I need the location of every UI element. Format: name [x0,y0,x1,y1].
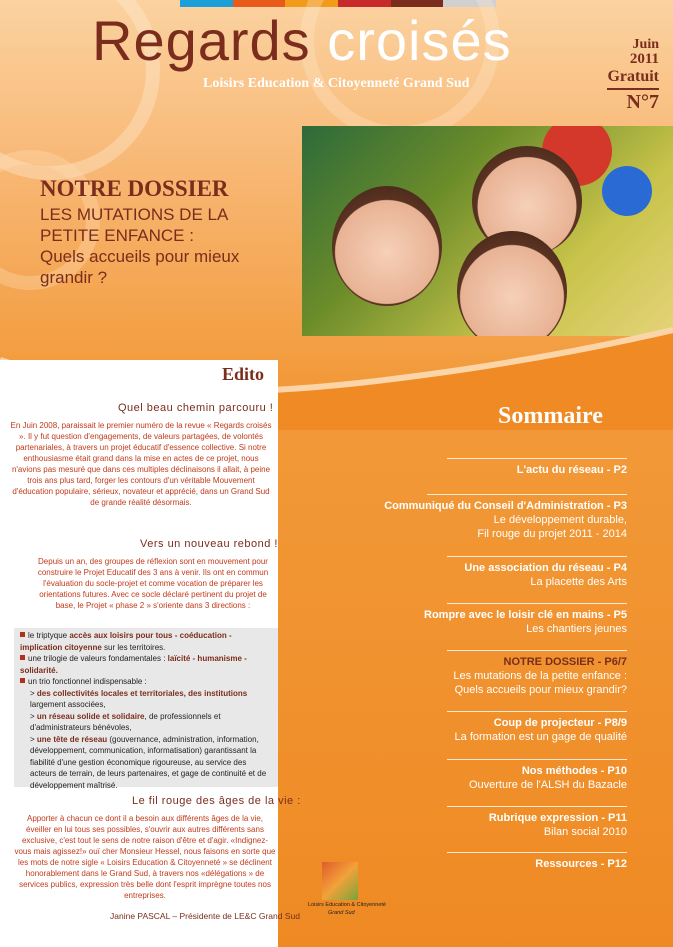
logo-emblem [322,862,358,900]
toc-title: Une association du réseau - P4 [464,562,627,574]
bullet-item: une trilogie de valeurs fondamentales : laïcité - humanisme - solidarité. [20,654,247,675]
toc-divider [447,852,627,853]
child-face [332,186,442,306]
masthead [0,0,673,126]
toc-description: Ouverture de l'ALSH du Bazacle [468,779,627,791]
toc-item[interactable] [367,603,627,636]
toc-divider [447,603,627,604]
toc-divider [427,494,627,495]
bullet-item: le triptyque accès aux loisirs pour tous - coéducation - implication citoyenne sur les territoires. [20,631,232,652]
issue-info [607,38,659,114]
cover-story-heading: NOTRE DOSSIER [40,176,229,201]
edito-section-heading: Le fil rouge des âges de la vie : [132,795,301,807]
sommaire-heading: Sommaire [498,403,603,429]
edito-heading: Edito [222,364,265,384]
cover-story-line: PETITE ENFANCE : [40,226,194,245]
toc-description: Fil rouge du projet 2011 - 2014 [477,528,627,540]
cover-story-line: grandir ? [40,268,108,287]
toc-title: Rubrique expression - P11 [488,812,627,824]
edito-section-heading: Vers un nouveau rebond ! [140,538,278,550]
publisher-name: Loisirs Education & Citoyenneté Grand Sud [203,76,470,91]
logo-text: Grand Sud [328,910,355,916]
toc-divider [447,759,627,760]
toc-divider [447,458,627,459]
toc-description: Le développement durable, [493,514,627,526]
toc-title: L'actu du réseau - P2 [516,464,627,476]
toc-divider [447,711,627,712]
issue-price: Gratuit [607,67,659,90]
toc-title: Coup de projecteur - P8/9 [493,717,627,729]
toc-item[interactable] [367,806,627,839]
issue-month: Juin [632,37,659,52]
toc-title: Ressources - P12 [535,858,627,870]
toc-description: Quels accueils pour mieux grandir? [454,684,627,696]
title-highlight: croisés [327,9,512,72]
edito-paragraph: Apporter à chacun ce dont il a besoin aux différents âges de la vie, éveiller en lui tous ses possibles, s'ouvrir aux autres différents sans exclusive, c'est tout le sens de notre raison d'être et d'agir. «Indignez-vous mais agissez!» ouï cher Monsieur Hessel, nous faisons en sorte que les mots de notre sigle « Loisirs Education & Citoyenneté » se déclinent honorablement dans le Grand Sud, à travers nos «délégations » de services publics, expression très belle dont l'esprit imprègne toutes nos entreprises. [14,814,276,900]
toy-shape [602,166,652,216]
bullet-subitem: > un réseau solide et solidaire, de professionnels et d'administrateurs bénévoles, [30,711,221,732]
toc-divider [447,806,627,807]
bullet-icon [20,632,25,637]
bullet-list [20,630,274,791]
toc-item[interactable] [367,711,627,744]
cover-story [40,176,300,288]
toc-description: La placette des Arts [530,576,627,588]
cover-story-line: LES MUTATIONS DE LA [40,205,229,224]
toc-item[interactable] [367,650,627,697]
bullet-subitem: > une tête de réseau (gouvernance, administration, information, développement, communication, informatisation) garantissant la fiabilité d'une gestion économique rigoureuse, au service des acteurs de terrain, de leurs partenaires, et gage de continuité et de développement maîtrisé. [30,734,267,790]
toc-item[interactable] [367,556,627,589]
issue-year: 2011 [629,51,659,67]
bullet-item: un trio fonctionnel indispensable : [20,676,274,688]
toc-title: Communiqué du Conseil d'Administration - P3 [384,500,627,512]
cover-story-line: Quels accueils pour mieux [40,247,240,266]
bullet-icon [20,678,25,683]
toc-item[interactable] [367,852,627,871]
toc-description: Les mutations de la petite enfance : [453,670,627,682]
toc-description: Bilan social 2010 [543,826,627,838]
edito-section-heading: Quel beau chemin parcouru ! [118,402,274,414]
editorial-signature: Janine PASCAL – Présidente de LE&C Grand Sud [110,911,300,921]
toc-item[interactable] [367,458,627,477]
toc-title: Nos méthodes - P10 [521,765,627,777]
organization-logo [308,862,386,934]
toc-item[interactable] [367,759,627,792]
toc-title: NOTRE DOSSIER - P6/7 [503,656,627,668]
issue-number: N°7 [626,91,659,113]
bullet-subitem: > des collectivités locales et territoriales, des institutions largement associées, [30,688,248,709]
edito-paragraph: Depuis un an, des groupes de réflexion sont en mouvement pour construire le Projet Educatif des 3 ans à venir. Ils ont en commun l'évaluation du socle-projet et comme vocation de préparer les orientations futures. Avec ce socle déclaré pertinent du projet de base, le Projet « phase 2 » s'oriente dans 3 directions : [37,557,269,610]
toc-description: La formation est un gage de qualité [454,731,627,743]
logo-text: Loisirs Education & Citoyenneté [308,902,386,908]
toc-title: Rompre avec le loisir clé en mains - P5 [424,609,627,621]
bullet-icon [20,655,25,660]
toc-item[interactable] [347,494,627,541]
magazine-title: Regards croisés [92,9,512,72]
toc-divider [447,650,627,651]
toc-divider [447,556,627,557]
toc-description: Les chantiers jeunes [526,623,627,635]
edito-paragraph: En Juin 2008, paraissait le premier numéro de la revue « Regards croisés ». Il y fut question d'engagements, de valeurs partagées, de volontés partenariales, à travers un projet éducatif d'essence collective. Si notre enthousiasme était grand dans la mise en actes de ce projet, nous n'avions pas mesuré que dans ces multiples déclinaisons il allait, à peine trois ans plus tard, forger les contours d'un véritable Mouvement d'éducation populaire, sérieux, novateur et apprécié, dans un Grand Sud de grande réalité désormais. [10,421,272,507]
